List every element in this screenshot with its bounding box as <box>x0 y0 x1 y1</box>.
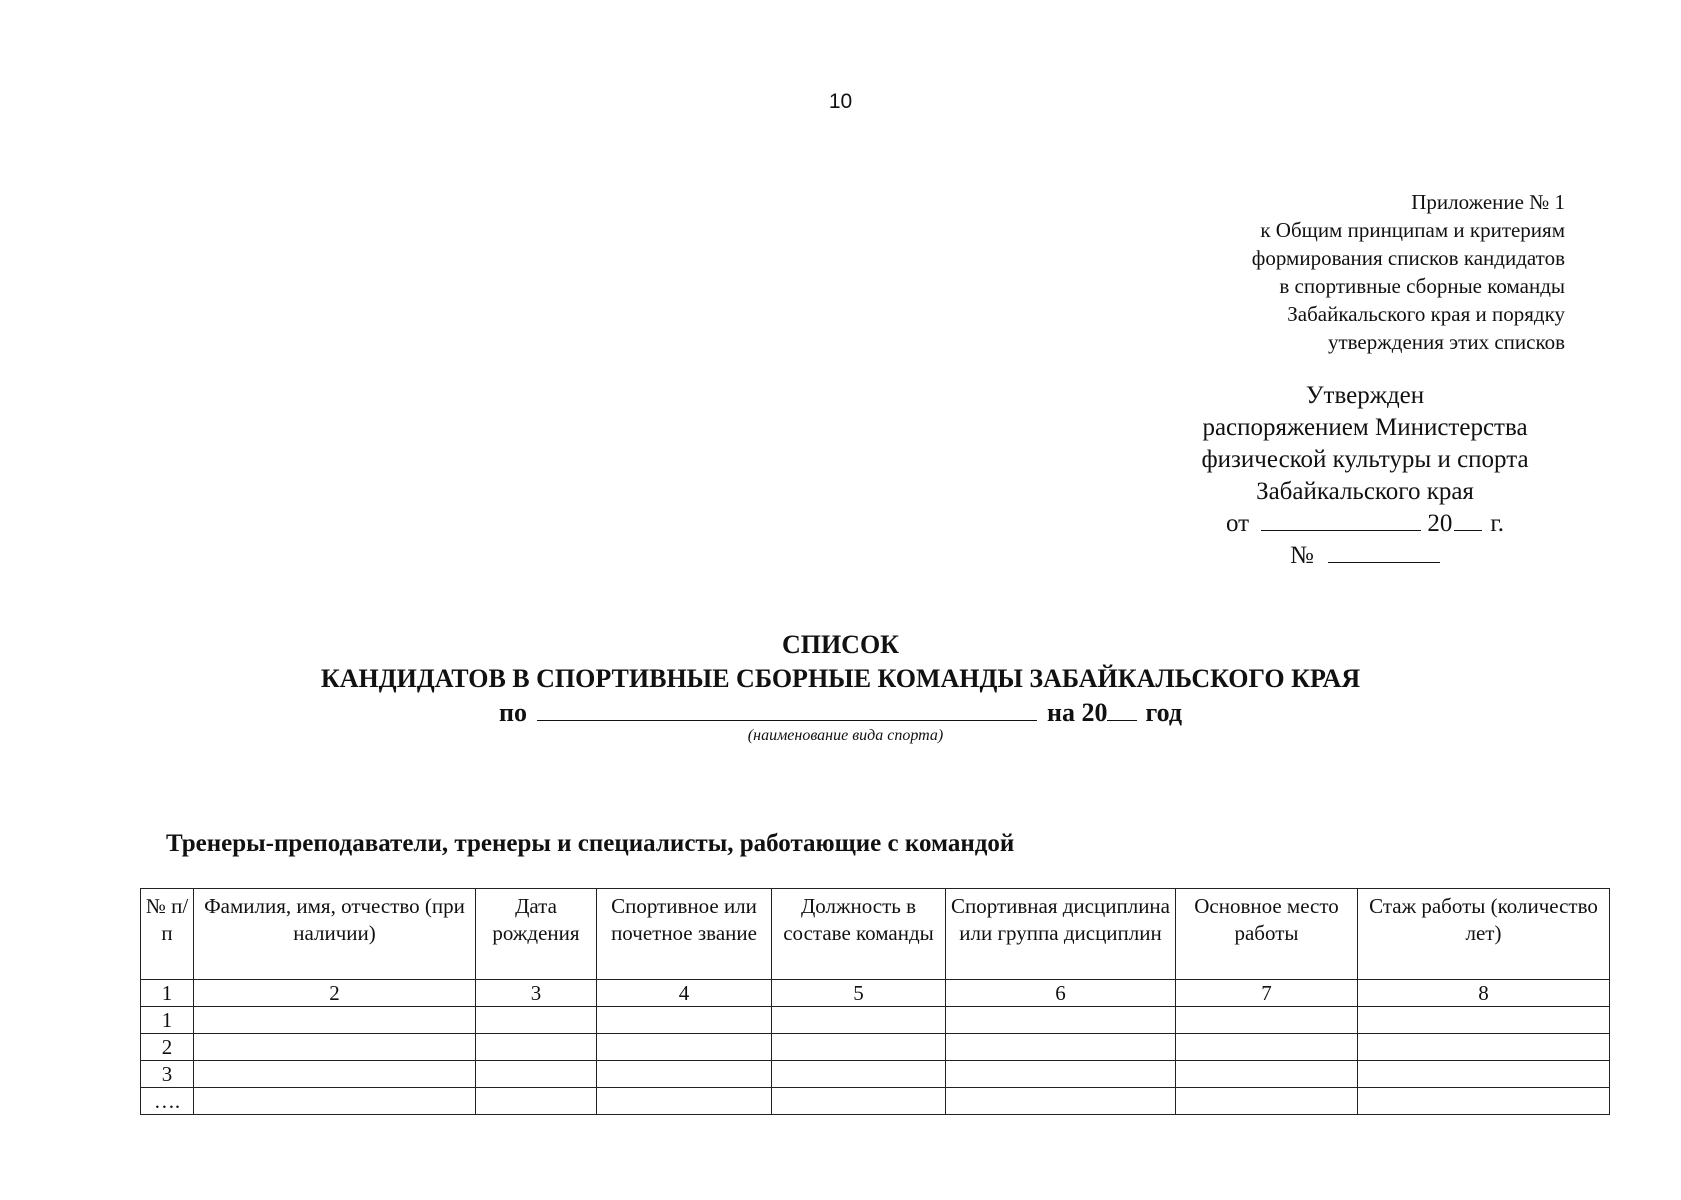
table-cell <box>1358 1088 1610 1115</box>
table-cell <box>946 1061 1176 1088</box>
table-cell <box>597 1007 772 1034</box>
column-header: № п/п <box>141 889 194 980</box>
table-cell <box>946 1034 1176 1061</box>
table-cell <box>194 1007 476 1034</box>
approval-number-line <box>1160 540 1570 572</box>
column-number: 6 <box>946 980 1176 1007</box>
approval-block <box>1160 380 1570 572</box>
column-number: 5 <box>772 980 946 1007</box>
column-header: Стаж работы (количество лет) <box>1358 889 1610 980</box>
appendix-line: утверждения этих списков <box>1327 330 1565 354</box>
table-cell <box>194 1034 476 1061</box>
appendix-line: Приложение № 1 <box>1411 190 1565 214</box>
column-number: 4 <box>597 980 772 1007</box>
appendix-line: к Общим принципам и критериям <box>1260 218 1565 242</box>
table-cell <box>476 1007 597 1034</box>
year-blank <box>1454 508 1482 531</box>
approval-line: Утвержден <box>1305 382 1425 409</box>
table-cell <box>1358 1061 1610 1088</box>
year-word: год <box>1145 698 1183 727</box>
appendix-note <box>1252 188 1565 356</box>
row-number: 2 <box>141 1034 194 1061</box>
caption-text: (наименование вида спорта) <box>747 727 944 744</box>
table-cell <box>597 1088 772 1115</box>
column-number: 2 <box>194 980 476 1007</box>
table-cell <box>194 1088 476 1115</box>
approval-line: физической культуры и спорта <box>1201 446 1529 473</box>
sport-blank <box>537 696 1037 721</box>
table-cell <box>946 1007 1176 1034</box>
number-blank <box>1328 540 1440 563</box>
table-row <box>141 1088 1610 1115</box>
date-blank <box>1261 508 1421 531</box>
table-cell <box>772 1007 946 1034</box>
title-line: СПИСОК <box>781 630 900 659</box>
appendix-line: Забайкальского края и порядку <box>1287 302 1565 326</box>
table-row <box>141 1034 1610 1061</box>
table-cell <box>772 1034 946 1061</box>
column-number-row <box>141 980 1610 1007</box>
document-title <box>0 628 1681 730</box>
date-year: 20 <box>1427 510 1453 537</box>
column-header: Дата рождения <box>476 889 597 980</box>
sport-caption <box>0 727 1681 745</box>
approval-line: распоряжением Министерства <box>1202 414 1528 441</box>
table-cell <box>1176 1088 1358 1115</box>
column-header: Основное место работы <box>1176 889 1358 980</box>
column-header: Должность в составе команды <box>772 889 946 980</box>
table-cell <box>772 1088 946 1115</box>
year-blank <box>1107 696 1137 721</box>
table-row <box>141 1007 1610 1034</box>
column-header: Спортивная дисциплина или группа дисциплин <box>946 889 1176 980</box>
table-cell <box>772 1061 946 1088</box>
column-number: 1 <box>141 980 194 1007</box>
table-cell <box>476 1061 597 1088</box>
table-cell <box>476 1088 597 1115</box>
column-number: 3 <box>476 980 597 1007</box>
table-header-row <box>141 889 1610 980</box>
date-suffix: г. <box>1490 510 1505 537</box>
number-label: № <box>1289 542 1314 569</box>
row-number: 3 <box>141 1061 194 1088</box>
date-prefix: от <box>1225 510 1250 537</box>
table-cell <box>946 1088 1176 1115</box>
table-cell <box>1358 1034 1610 1061</box>
column-number: 7 <box>1176 980 1358 1007</box>
section-heading: Тренеры-преподаватели, тренеры и специалисты, работающие с командой <box>166 830 1015 857</box>
row-number: …. <box>141 1088 194 1115</box>
table-cell <box>1176 1034 1358 1061</box>
sport-suffix: на 20 <box>1046 698 1108 727</box>
staff-table <box>140 888 1610 1115</box>
table-cell <box>194 1061 476 1088</box>
table-cell <box>476 1034 597 1061</box>
table-cell <box>597 1061 772 1088</box>
column-header: Фамилия, имя, отчество (при наличии) <box>194 889 476 980</box>
appendix-line: формирования списков кандидатов <box>1251 246 1565 270</box>
table-cell <box>1358 1007 1610 1034</box>
approval-date-line <box>1160 508 1570 540</box>
approval-line: Забайкальского края <box>1256 478 1474 505</box>
table-cell <box>1176 1061 1358 1088</box>
column-header: Спортивное или почетное звание <box>597 889 772 980</box>
sport-line <box>0 696 1681 730</box>
page-number: 10 <box>828 90 853 113</box>
table-row <box>141 1061 1610 1088</box>
title-line: КАНДИДАТОВ В СПОРТИВНЫЕ СБОРНЫЕ КОМАНДЫ ЗАБАЙКАЛЬСКОГО КРАЯ <box>320 664 1361 693</box>
table-cell <box>597 1034 772 1061</box>
table-cell <box>1176 1007 1358 1034</box>
appendix-line: в спортивные сборные команды <box>1279 274 1565 298</box>
column-number: 8 <box>1358 980 1610 1007</box>
sport-prefix: по <box>498 698 527 727</box>
row-number: 1 <box>141 1007 194 1034</box>
